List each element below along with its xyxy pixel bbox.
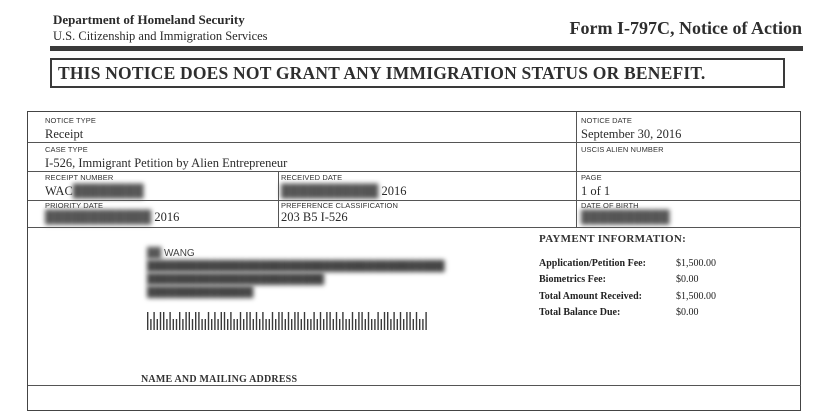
barcode-bar: [160, 312, 161, 330]
redacted-receipt-digits: ████████: [72, 184, 144, 198]
barcode-bar: [265, 319, 266, 330]
redacted-address-line-2: █████████████████████████: [147, 274, 325, 285]
redacted-address-line-1: ██████████████████████████████████████████: [147, 261, 445, 272]
barcode-bar: [419, 319, 420, 330]
barcode-bar: [201, 319, 202, 330]
barcode-bar: [390, 319, 391, 330]
barcode-bar: [278, 312, 279, 330]
barcode-bar: [381, 319, 382, 330]
barcode-bar: [227, 319, 228, 330]
case-type-label: CASE TYPE: [45, 145, 88, 154]
barcode-bar: [393, 312, 394, 330]
redacted-first-name: ██: [147, 248, 162, 259]
barcode-bar: [262, 312, 263, 330]
priority-date-value: [45, 210, 179, 225]
barcode-bar: [275, 319, 276, 330]
alien-number-label: USCIS ALIEN NUMBER: [581, 145, 664, 154]
barcode-bar: [333, 319, 334, 330]
barcode-bar: [185, 312, 186, 330]
barcode-bar: [173, 319, 174, 330]
redacted-address-line-3: ███████████████: [147, 287, 254, 298]
barcode-bar: [246, 312, 247, 330]
barcode-bar: [259, 319, 260, 330]
agency-name: Department of Homeland Security: [53, 12, 245, 27]
barcode-bar: [150, 319, 151, 330]
barcode-bar: [400, 312, 401, 330]
barcode-bar: [297, 312, 298, 330]
divider: [576, 142, 801, 143]
barcode-bar: [157, 319, 158, 330]
payment-value: $1,500.00: [676, 291, 716, 302]
warning-text: THIS NOTICE DOES NOT GRANT ANY IMMIGRATION STATUS OR BENEFIT.: [58, 62, 706, 83]
redacted-received-date: ███████████: [281, 184, 379, 198]
header-rule: [50, 46, 803, 51]
barcode-bar: [189, 312, 190, 330]
redacted-priority-date: ████████████: [45, 210, 152, 224]
barcode-bar: [310, 319, 311, 330]
barcode-bar: [304, 312, 305, 330]
barcode-bar: [374, 319, 375, 330]
notice-date-label: NOTICE DATE: [581, 116, 632, 125]
divider: [576, 112, 577, 227]
barcode-bar: [192, 319, 193, 330]
barcode-bar: [195, 312, 196, 330]
barcode-bar: [326, 312, 327, 330]
recipient-name: [147, 248, 195, 259]
barcode-bar: [176, 319, 177, 330]
divider: [28, 385, 801, 386]
payment-value: $0.00: [676, 307, 699, 318]
barcode-bar: [422, 319, 423, 330]
barcode-bar: [313, 312, 314, 330]
barcode-bar: [249, 312, 250, 330]
barcode-bar: [291, 319, 292, 330]
case-type-value: I-526, Immigrant Petition by Alien Entrepreneur: [45, 156, 288, 170]
barcode-bar: [182, 319, 183, 330]
barcode-bar: [240, 312, 241, 330]
payment-label: Total Balance Due:: [539, 307, 621, 318]
barcode-bar: [323, 319, 324, 330]
payment-label: Biometrics Fee:: [539, 274, 606, 285]
barcode-bar: [211, 319, 212, 330]
barcode-bar: [198, 312, 199, 330]
notice-type-label: NOTICE TYPE: [45, 116, 96, 125]
barcode-bar: [169, 312, 170, 330]
postal-barcode: [147, 312, 429, 330]
payment-label: Total Amount Received:: [539, 291, 642, 302]
priority-date-year: 2016: [154, 210, 180, 224]
priority-date-label: PRIORITY DATE: [45, 201, 104, 210]
barcode-bar: [368, 312, 369, 330]
redacted-dob: ██████████: [581, 210, 670, 224]
received-date-label: RECEIVED DATE: [281, 173, 343, 182]
agency-subtitle: U.S. Citizenship and Immigration Services: [53, 29, 268, 43]
barcode-bar: [345, 319, 346, 330]
barcode-bar: [358, 312, 359, 330]
barcode-bar: [384, 312, 385, 330]
mailing-address-label: NAME AND MAILING ADDRESS: [141, 374, 298, 385]
barcode-bar: [349, 319, 350, 330]
barcode-bar: [153, 312, 154, 330]
preference-value: 203 B5 I-526: [281, 210, 348, 224]
barcode-bar: [425, 312, 426, 330]
barcode-bar: [307, 319, 308, 330]
preference-label: PREFERENCE CLASSIFICATION: [281, 201, 398, 210]
barcode-bar: [217, 319, 218, 330]
dob-label: DATE OF BIRTH: [581, 201, 639, 210]
page-value: 1 of 1: [581, 184, 611, 198]
payment-info-title: PAYMENT INFORMATION:: [539, 233, 687, 245]
barcode-bar: [301, 319, 302, 330]
divider: [28, 171, 801, 172]
receipt-number-prefix: WAC: [45, 184, 73, 198]
received-date-value: [281, 184, 407, 199]
barcode-bar: [371, 319, 372, 330]
barcode-bar: [317, 319, 318, 330]
page-label: PAGE: [581, 173, 602, 182]
barcode-bar: [336, 312, 337, 330]
barcode-bar: [355, 319, 356, 330]
barcode-bar: [205, 319, 206, 330]
divider: [278, 171, 279, 227]
payment-value: $1,500.00: [676, 258, 716, 269]
notice-date-value: September 30, 2016: [581, 127, 682, 141]
barcode-bar: [224, 312, 225, 330]
barcode-bar: [339, 319, 340, 330]
barcode-bar: [397, 319, 398, 330]
barcode-bar: [365, 319, 366, 330]
barcode-bar: [221, 312, 222, 330]
receipt-number-value: [45, 184, 144, 199]
barcode-bar: [166, 319, 167, 330]
divider: [28, 200, 801, 201]
payment-label: Application/Petition Fee:: [539, 258, 646, 269]
barcode-bar: [294, 312, 295, 330]
form-title: Form I-797C, Notice of Action: [569, 18, 802, 38]
barcode-bar: [163, 312, 164, 330]
barcode-bar: [214, 312, 215, 330]
barcode-bar: [387, 312, 388, 330]
divider: [28, 227, 801, 228]
barcode-bar: [320, 312, 321, 330]
barcode-bar: [342, 312, 343, 330]
barcode-bar: [361, 312, 362, 330]
barcode-bar: [406, 312, 407, 330]
received-date-year: 2016: [381, 184, 407, 198]
barcode-bar: [179, 312, 180, 330]
barcode-bar: [416, 312, 417, 330]
recipient-surname: WANG: [163, 248, 195, 259]
barcode-bar: [256, 312, 257, 330]
barcode-bar: [230, 312, 231, 330]
barcode-bar: [208, 312, 209, 330]
payment-value: $0.00: [676, 274, 699, 285]
barcode-bar: [269, 319, 270, 330]
barcode-bar: [352, 312, 353, 330]
barcode-bar: [329, 312, 330, 330]
dob-value: [581, 210, 670, 225]
barcode-bar: [409, 312, 410, 330]
warning-banner: [50, 58, 785, 88]
barcode-bar: [413, 319, 414, 330]
barcode-bar: [243, 319, 244, 330]
notice-type-value: Receipt: [45, 127, 84, 141]
divider: [28, 142, 576, 143]
barcode-bar: [272, 312, 273, 330]
barcode-bar: [281, 312, 282, 330]
barcode-bar: [285, 319, 286, 330]
barcode-bar: [377, 312, 378, 330]
barcode-bar: [253, 319, 254, 330]
barcode-bar: [233, 319, 234, 330]
barcode-bar: [237, 319, 238, 330]
barcode-bar: [147, 312, 148, 330]
barcode-bar: [403, 319, 404, 330]
receipt-number-label: RECEIPT NUMBER: [45, 173, 114, 182]
barcode-bar: [288, 312, 289, 330]
